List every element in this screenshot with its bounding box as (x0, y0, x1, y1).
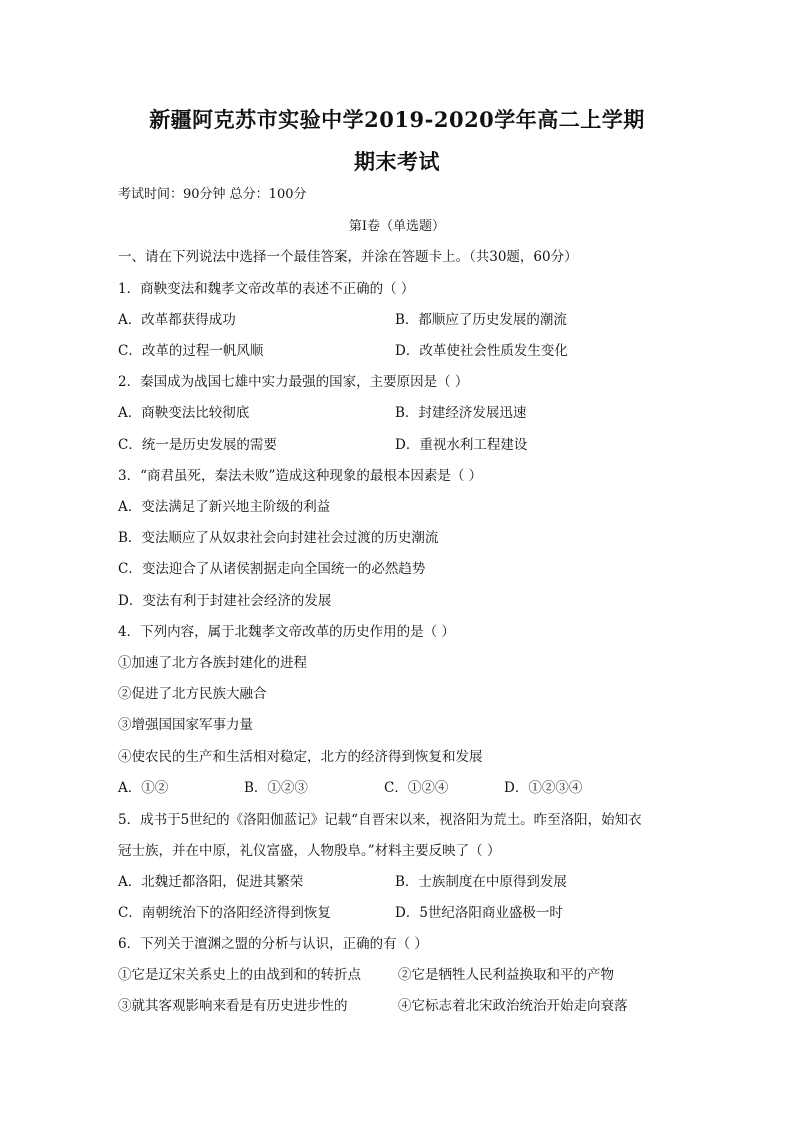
question-5-option-d: D．5世纪洛阳商业盛极一时 (395, 905, 563, 921)
exam-title-line2: 期末考试 (354, 149, 440, 174)
question-6-item-1: ①它是辽宋关系史上的由战到和的转折点 (118, 967, 361, 983)
question-1-option-a: A．改革都获得成功 (118, 312, 236, 328)
question-5-stem-line1: 5．成书于5世纪的《洛阳伽蓝记》记载“自晋宋以来，视洛阳为荒土。昨至洛阳，始知衣 (118, 812, 642, 828)
question-4-item-1: ①加速了北方各族封建化的进程 (118, 655, 307, 671)
question-6-item-2: ②它是牺牲人民利益换取和平的产物 (398, 967, 614, 983)
question-4-item-4: ④使农民的生产和生活相对稳定，北方的经济得到恢复和发展 (118, 749, 483, 765)
question-2-option-b: B．封建经济发展迅速 (395, 405, 527, 421)
question-1-option-c: C．改革的过程一帆风顺 (118, 343, 264, 359)
question-6-item-3: ③就其客观影响来看是有历史进步性的 (118, 998, 348, 1014)
question-6-stem: 6．下列关于澶渊之盟的分析与认识，正确的有（ ） (118, 936, 428, 952)
question-2-option-a: A．商鞅变法比较彻底 (118, 405, 250, 421)
question-3-option-b: B．变法顺应了从奴隶社会向封建社会过渡的历史潮流 (118, 530, 439, 546)
question-1-option-b: B．都顺应了历史发展的潮流 (395, 312, 567, 328)
question-4-item-3: ③增强国国家军事力量 (118, 717, 253, 733)
question-1-stem: 1．商鞅变法和魏孝文帝改革的表述不正确的（ ） (118, 281, 415, 297)
question-4-item-2: ②促进了北方民族大融合 (118, 686, 267, 702)
question-3-stem: 3．“商君虽死，秦法未败”造成这种现象的最根本因素是（ ） (118, 468, 483, 484)
exam-info: 考试时间：90分钟 总分：100分 (118, 187, 307, 202)
question-4-option-b: B．①②③ (244, 780, 308, 796)
question-2-option-d: D．重视水利工程建设 (395, 437, 528, 453)
question-3-option-c: C．变法迎合了从诸侯割据走向全国统一的必然趋势 (118, 561, 426, 577)
section-heading: 第Ⅰ卷（单选题） (348, 219, 446, 234)
exam-title-line1: 新疆阿克苏市实验中学2019-2020学年高二上学期 (149, 107, 645, 132)
question-2-stem: 2．秦国成为战国七雄中实力最强的国家，主要原因是（ ） (118, 374, 469, 390)
question-2-option-c: C．统一是历史发展的需要 (118, 437, 277, 453)
question-6-item-4: ④它标志着北宋政治统治开始走向衰落 (398, 998, 628, 1014)
question-4-option-c: C．①②④ (384, 780, 449, 796)
instruction: 一、请在下列说法中选择一个最佳答案，并涂在答题卡上。（共30题，60分） (118, 249, 578, 265)
question-4-stem: 4．下列内容，属于北魏孝文帝改革的历史作用的是（ ） (118, 624, 455, 640)
question-5-option-b: B．士族制度在中原得到发展 (395, 874, 567, 890)
question-5-option-a: A．北魏迁都洛阳，促进其繁荣 (118, 874, 304, 890)
question-1-option-d: D．改革使社会性质发生变化 (395, 343, 568, 359)
question-5-option-c: C．南朝统治下的洛阳经济得到恢复 (118, 905, 331, 921)
question-3-option-a: A．变法满足了新兴地主阶级的利益 (118, 499, 331, 515)
question-4-option-a: A．①② (118, 780, 169, 796)
question-4-option-d: D．①②③④ (504, 780, 583, 796)
question-3-option-d: D．变法有利于封建社会经济的发展 (118, 593, 332, 609)
question-5-stem-line2: 冠士族，并在中原，礼仪富盛，人物殷阜。”材料主要反映了（ ） (118, 843, 501, 859)
